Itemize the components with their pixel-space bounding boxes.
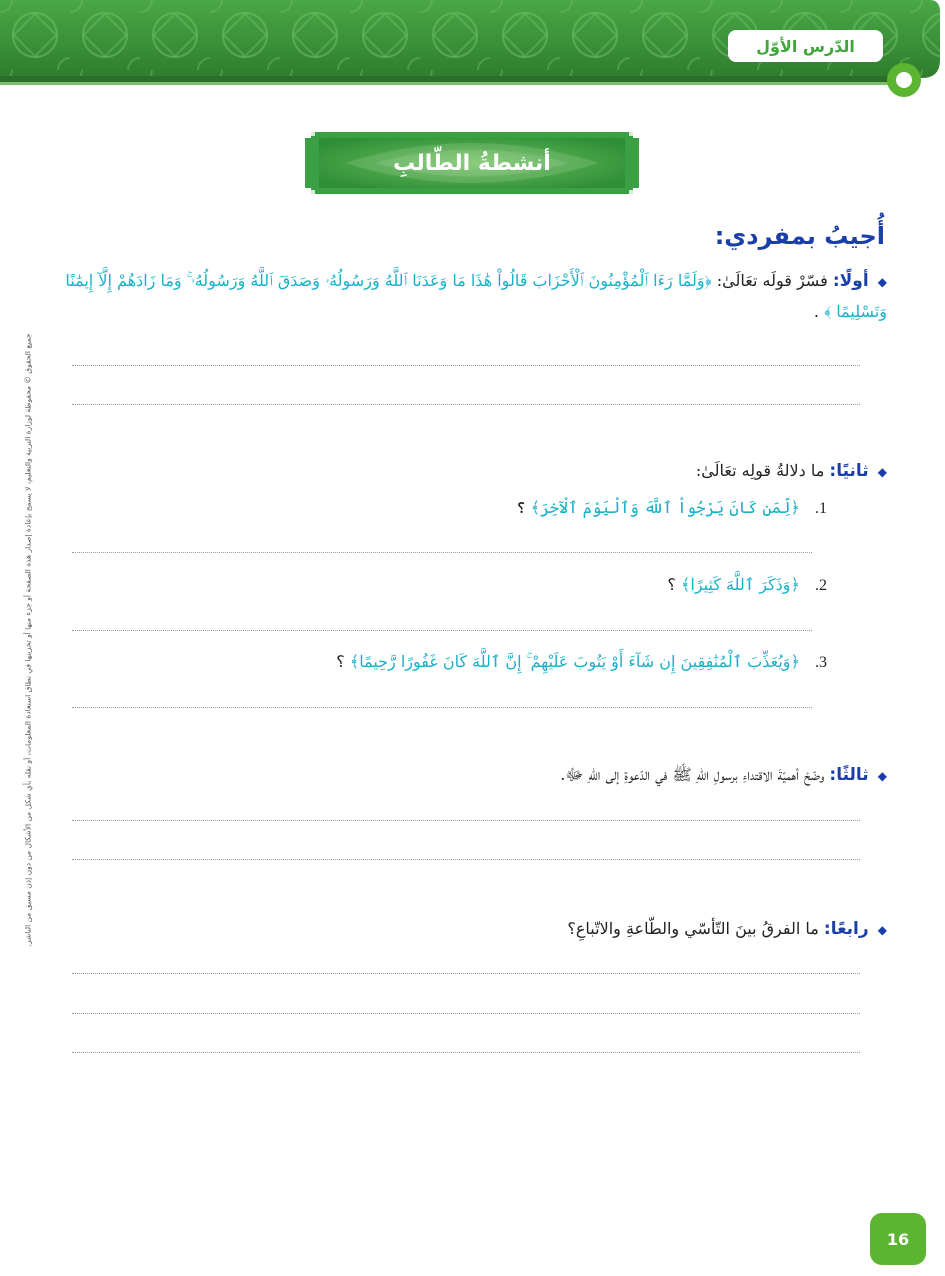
sub-question-number: 2. [815, 577, 827, 594]
top-banner [0, 0, 945, 100]
question-prompt: وضّحْ أهميّةَ الاقتداءِ برسولِ اللّهِ ﷺ في الدّعوةِ إلى اللّهِ ﷻ. [560, 765, 825, 784]
copyright-note: جميع الحقوق © محفوظة لوزارة التربية والتعليم، لا يسمح بإعادة إصدار هذه الصفحة أو جزء منها أو تخزينها في نطاق استعادة المعلومات، أو نقله بأي شكل من الأشكال من دون إذن مسبق من الناشر. [23, 333, 33, 947]
page-number: 16 [870, 1213, 926, 1265]
sub-question-number: 1. [815, 500, 827, 517]
sub-question-end: ؟ [667, 575, 676, 594]
question-prompt: ما الفرقُ بينَ التّأسّي والطّاعةِ والاتّباعِ؟ [567, 919, 819, 938]
question-label: أولًا: [832, 271, 869, 291]
instruction-heading: أُجيبُ بمفردي: [714, 222, 885, 250]
question-end: . [813, 302, 820, 321]
question-1 [57, 266, 887, 327]
question-prompt: فسّرْ قولَه تعَالَىٰ: [716, 271, 828, 290]
sub-question-end: ؟ [516, 498, 526, 517]
section-title-plaque [305, 128, 639, 198]
answer-line[interactable] [72, 1052, 860, 1053]
sub-question-end: ؟ [336, 652, 345, 671]
quran-verse: ﴿لِّمَن كَانَ يَرْجُواْ ٱللَّهَ وَٱلْيَوْمَ ٱلْآخِرَ﴾ [530, 498, 800, 517]
answer-line[interactable] [72, 973, 860, 974]
answer-line[interactable] [72, 404, 860, 405]
sub-question-3 [336, 652, 827, 672]
answer-line[interactable] [72, 859, 860, 860]
answer-line[interactable] [72, 630, 812, 631]
question-label: ثالثًا: [829, 765, 869, 785]
answer-line[interactable] [72, 365, 860, 366]
sub-question-1 [516, 498, 827, 518]
answer-line[interactable] [72, 707, 812, 708]
question-2 [696, 456, 887, 487]
answer-line[interactable] [72, 552, 812, 553]
question-prompt: ما دلالةُ قولِه تعَالَىٰ: [695, 461, 825, 480]
question-4 [567, 914, 887, 945]
question-label: رابعًا: [823, 919, 869, 939]
question-3 [560, 760, 887, 791]
sub-question-number: 3. [815, 654, 827, 671]
quran-verse: ﴿وَذَكَرَ ٱللَّهَ كَثِيرًا﴾ [681, 575, 800, 594]
answer-line[interactable] [72, 820, 860, 821]
quran-verse: ﴿وَيُعَذِّبَ ٱلْمُنَٰفِقِينَ إِن شَآءَ أَوْ يَتُوبَ عَلَيْهِمْ ۚ إِنَّ ٱللَّهَ كَانَ غَفُورًا رَّحِيمًا﴾ [349, 652, 800, 671]
diamond-bullet-icon: ◆ [877, 769, 887, 783]
section-title: أنشطةُ الطّالبِ [393, 150, 551, 176]
quran-verse: ﴿وَلَمَّا رَءَا ٱلْمُؤْمِنُونَ ٱلْأَحْزَابَ قَالُواْ هَٰذَا مَا وَعَدَنَا ٱللَّهُ وَرَسُولُهُۥ وَصَدَقَ ٱللَّهُ وَرَسُولُهُۥ ۚ وَمَا زَادَهُمْ إِلَّآ إِيمَٰنًا وَتَسْلِيمًا ﴾ [65, 271, 887, 321]
diamond-bullet-icon: ◆ [877, 465, 887, 479]
diamond-bullet-icon: ◆ [877, 275, 887, 289]
sub-question-2 [667, 575, 827, 595]
diamond-bullet-icon: ◆ [877, 923, 887, 937]
question-label: ثانيًا: [829, 461, 869, 481]
answer-line[interactable] [72, 1013, 860, 1014]
lesson-label: الدّرس الأوّل [728, 30, 883, 62]
